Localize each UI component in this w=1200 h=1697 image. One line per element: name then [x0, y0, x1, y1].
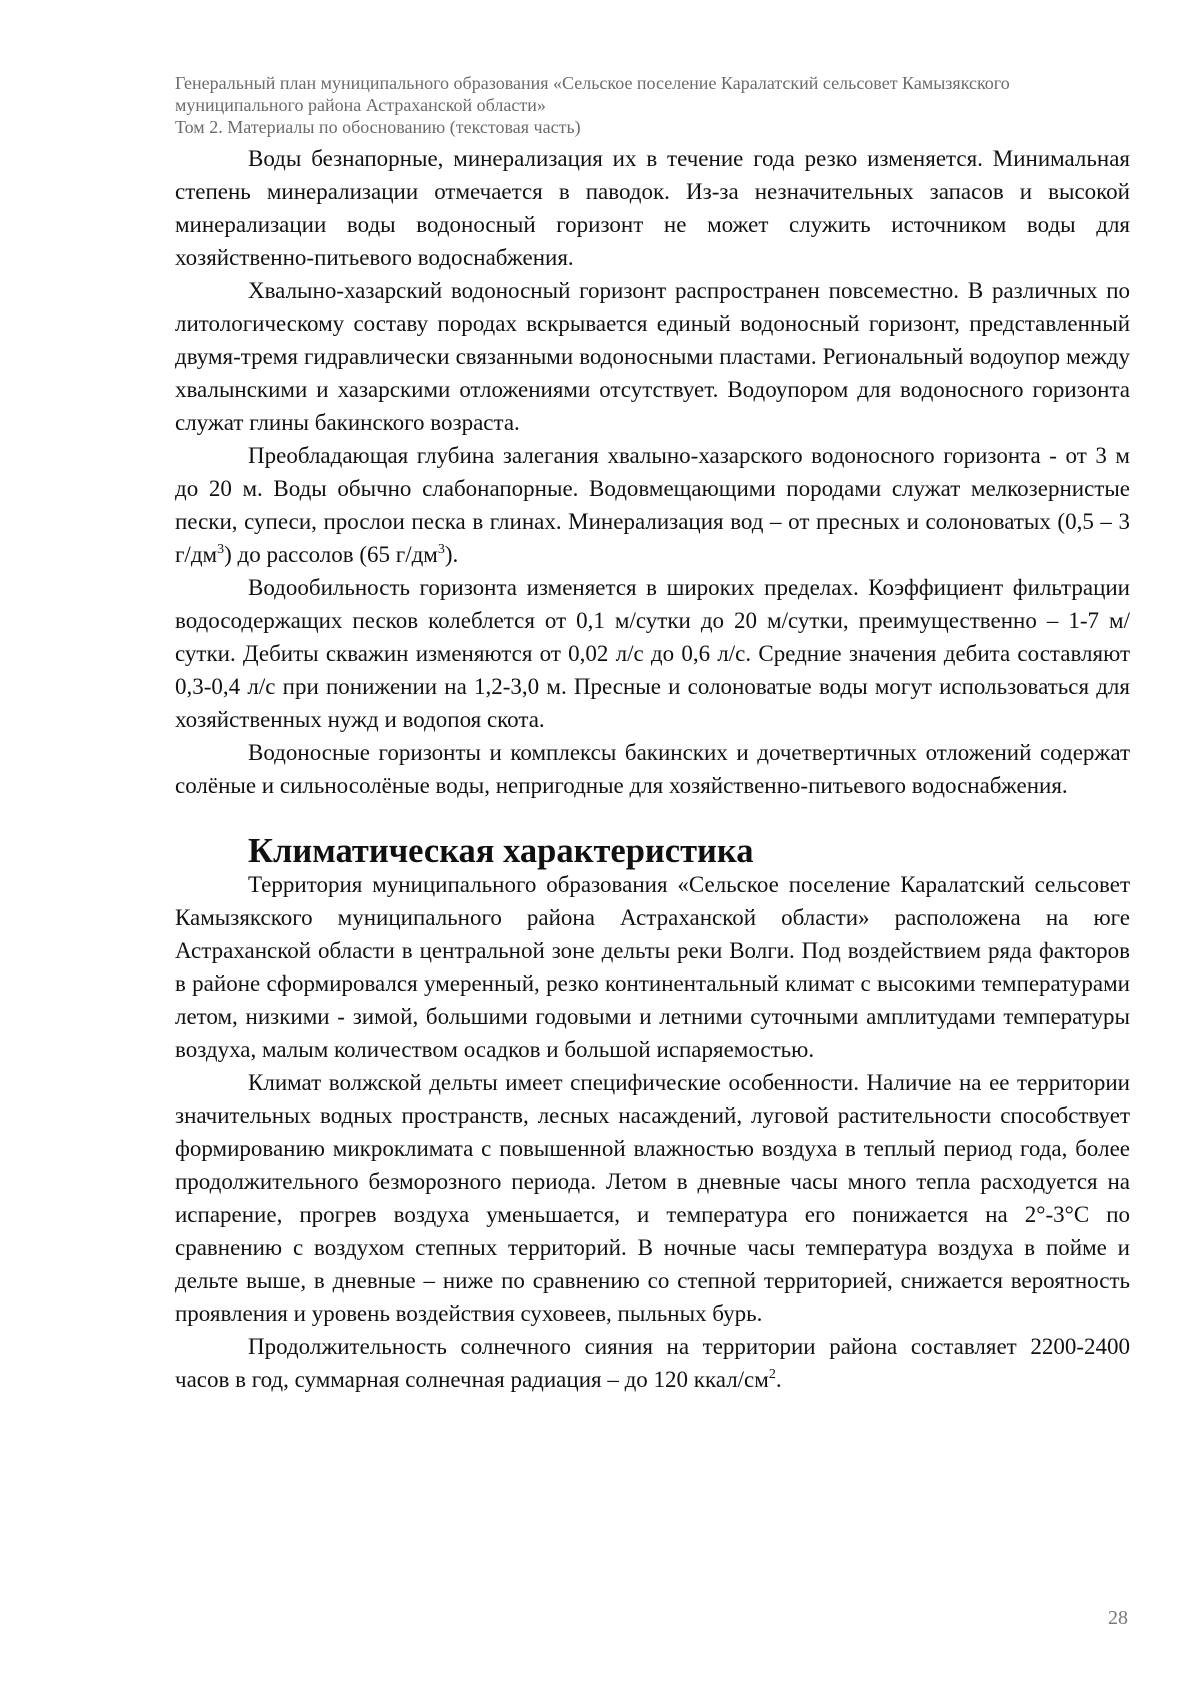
paragraph-khvalyno-khazar-horizon: Хвалыно-хазарский водоносный горизонт распространен повсеместно. В различных по литологическому составу породах вскрывается единый водоносный горизонт, представленный двумя-тремя гидравлически связанными водоносными пластами. Региональный водоупор между хвалынскими и хазарскими отложениями отсутствует. Водоупором для водоносного горизонта служат глины бакинского возраста.	[175, 278, 1130, 435]
page-number: 28	[1108, 1607, 1128, 1629]
paragraph-depth-and-mineralization	[175, 439, 1130, 571]
paragraph-groundwater-mineralization: Воды безнапорные, минерализация их в течение года резко изменяется. Минимальная степень минерализации отмечается в паводок. Из-за незначительных запасов и высокой минерализации воды водоносный горизонт не может служить источником воды для хозяйственно-питьевого водоснабжения.	[175, 146, 1130, 270]
cubic-superscript-2: 3	[437, 542, 445, 557]
climate-section-heading: Климатическая характеристика	[248, 832, 754, 870]
depth-text-part-1: Преобладающая глубина залегания хвалыно-хазарского водоносного горизонта - от 3 м до 20 м. Воды обычно слабонапорные. Водовмещающими породами служат мелкозернистые пески, супеси, прослои песка в глинах. Минерализация вод – от пресных и солоноватых (0,5 – 3 г/дм	[175, 443, 1130, 567]
paragraph-water-abundance: Водообильность горизонта изменяется в широких пределах. Коэффициент фильтрации водосодержащих песков колеблется от 0,1 м/сутки до 20 м/сутки, преимущественно – 1-7 м/сутки. Дебиты скважин изменяются от 0,02 л/с до 0,6 л/с. Средние значения дебита составляют 0,3-0,4 л/с при понижении на 1,2-3,0 м. Пресные и солоноватые воды могут использоваться для хозяйственных нужд и водопоя скота.	[175, 575, 1130, 732]
header-line-3: Том 2. Материалы по обоснованию (текстовая часть)	[175, 117, 581, 137]
running-header	[175, 72, 1130, 138]
paragraph-delta-microclimate: Климат волжской дельты имеет специфические особенности. Наличие на ее территории значительных водных пространств, лесных насаждений, луговой растительности способствует формированию микроклимата с повышенной влажностью воздуха в теплый период года, более продолжительного безморозного периода. Летом в дневные часы много тепла расходуется на испарение, прогрев воздуха уменьшается, и температура его понижается на 2°-3°С по сравнению с воздухом степных территорий. В ночные часы температура воздуха в пойме и дельте выше, в дневные – ниже по сравнению со степной территорией, снижается вероятность проявления и уровень воздействия суховеев, пыльных бурь.	[175, 1070, 1130, 1326]
paragraph-saline-waters: Водоносные горизонты и комплексы бакинских и дочетвертичных отложений содержат солёные и сильносолёные воды, непригодные для хозяйственно-питьевого водоснабжения.	[175, 740, 1130, 798]
solar-text-part-2: .	[775, 1367, 782, 1392]
depth-text-part-2: ) до рассолов (65 г/дм	[224, 542, 438, 567]
paragraph-territory-climate: Территория муниципального образования «Сельское поселение Каралатский сельсовет Камызякского муниципального района Астраханской области» расположена на юге Астраханской области в центральной зоне дельты реки Волги. Под воздействием ряда факторов в районе сформировался умеренный, резко континентальный климат с высокими температурами летом, низкими - зимой, большими годовыми и летними суточными амплитудами температуры воздуха, малым количеством осадков и большой испаряемостью.	[175, 872, 1130, 1062]
paragraph-solar-radiation	[175, 1330, 1130, 1396]
section-spacer	[175, 802, 1130, 835]
square-superscript: 2	[768, 1367, 776, 1382]
depth-text-part-3: ).	[444, 542, 459, 567]
header-line-1: Генеральный план муниципального образования «Сельское поселение Каралатский сельсовет Камызякского	[175, 73, 1010, 93]
cubic-superscript-1: 3	[217, 542, 225, 557]
document-body	[175, 142, 1130, 1396]
solar-text-part-1: Продолжительность солнечного сияния на территории района составляет 2200-2400 часов в год, суммарная солнечная радиация – до 120 ккал/см	[175, 1334, 1130, 1392]
header-line-2: муниципального района Астраханской области»	[175, 95, 546, 115]
